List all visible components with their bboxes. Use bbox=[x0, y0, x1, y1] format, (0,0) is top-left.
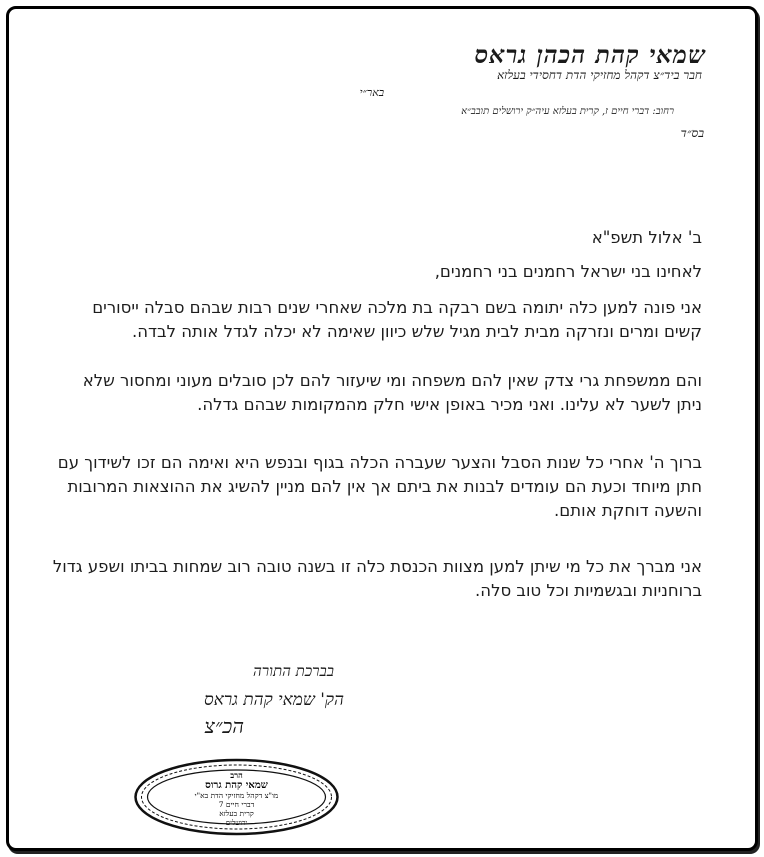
letterhead-address: רחוב: דברי חיים ז, קרית בעלזא עיה״ק ירושלים תובב״א bbox=[461, 106, 674, 117]
letterhead-position: חבר ביד״צ דקהל מחזיקי הדת דחסידי בעלזא bbox=[496, 68, 702, 82]
stamp-role: מו"צ דקהל מחזיקי הדת בא"י bbox=[194, 791, 279, 800]
stamp-street: דברי חיים 7 bbox=[218, 800, 255, 809]
signature-suffix: הכ״צ bbox=[204, 714, 244, 738]
letter-paragraph: אני פונה למען כלה יתומה בשם רבקה בת מלכה שאחרי שנים רבות שבהם סבלה ייסורים קשים ומרים ונזרקה מבית לבית מגיל שלש כיוון שאימה לא יכלה לגדל אותה לבדה. bbox=[92, 298, 702, 341]
stamp-name: שמאי קהת גרוס bbox=[205, 780, 268, 791]
letter-paragraph: אני מברך את כל מי שיתן למען מצוות הכנסת כלה זו בשנה טובה רוב שמחות בביתו ושפע גדול ברוחניות ובגשמיות וכל טוב סלה. bbox=[52, 557, 702, 600]
signature-name: הק' שמאי קהת גראס bbox=[204, 690, 344, 710]
stamp-title: הרב bbox=[230, 770, 243, 780]
rabbinical-stamp bbox=[133, 758, 340, 836]
stamp-area: קרית בעלזא bbox=[219, 809, 254, 818]
letterhead-name: שמאי קהת הכהן גראס bbox=[474, 40, 706, 69]
letter-paragraph: והם ממשפחת גרי צדק שאין להם משפחה ומי שיעזור להם לכן סובלים מעוני ומחסור שלא ניתן לשער לא עלינו. ואני מכיר באופן אישי חלק מהמקומות שבהם גדלה. bbox=[82, 371, 702, 414]
letter-paragraph: ברוך ה' אחרי כל שנות הסבל והצער שעברה הכלה בגוף ובנפש היא ואימה הם זכו לשידוך עם חתן מיוחד וכעת הם עומדים לבנות את ביתם אך אין להם מניין להשיג את ההוצאות המרובות והשעה דוחקת אותם. bbox=[57, 453, 702, 520]
stamp-city: ירושלים bbox=[225, 819, 248, 827]
letter-frame bbox=[6, 6, 758, 851]
letterhead-location: באר״י bbox=[359, 86, 384, 99]
letter-greeting: לאחינו בני ישראל רחמנים בני רחמנים, bbox=[434, 262, 702, 281]
signature-blessing: בברכת התורה bbox=[252, 662, 334, 680]
letter-date: ב' אלול תשפ"א bbox=[591, 228, 702, 247]
letterhead-bsd: בס״ד bbox=[680, 126, 704, 140]
